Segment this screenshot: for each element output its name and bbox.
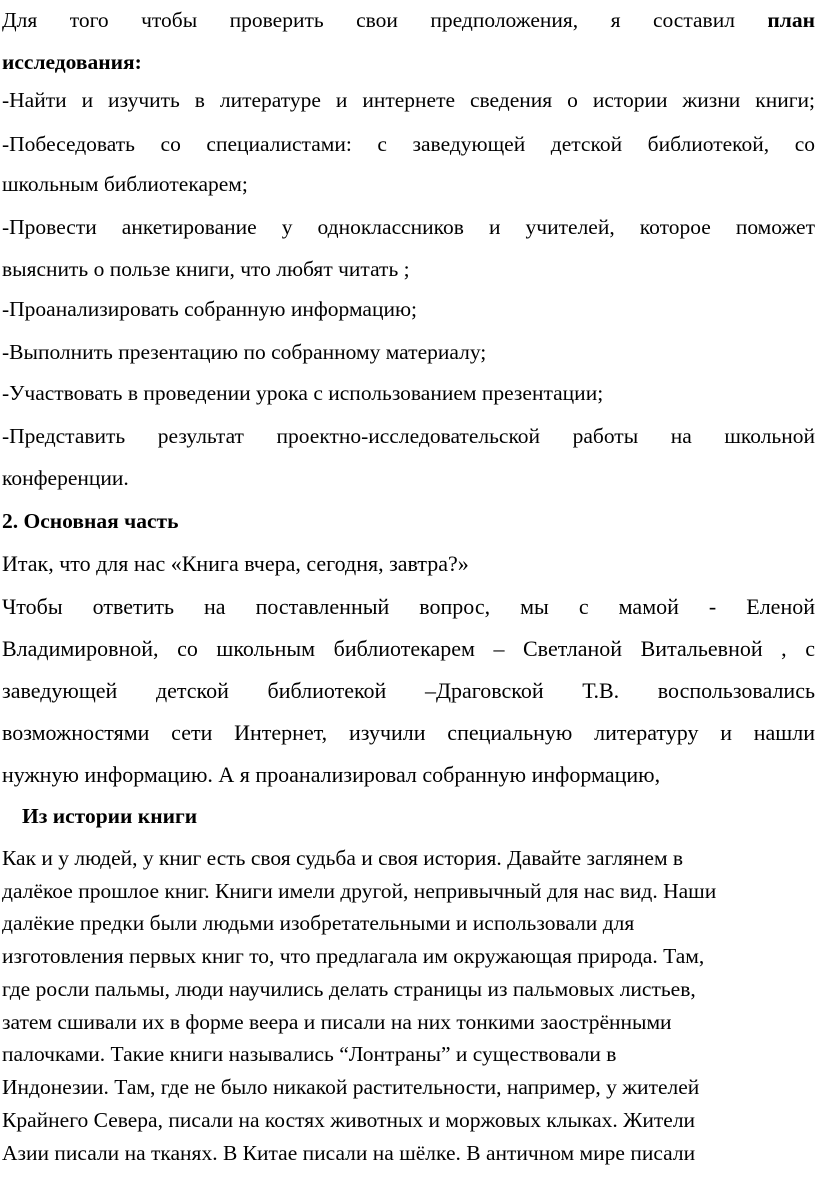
history-line-9: Крайнего Севера, писали на костях животных и моржовых клыках. Жители <box>2 1108 696 1132</box>
plan-item-1: -Найти и изучить в литературе и интернете сведения о истории жизни книги; <box>2 88 815 112</box>
history-heading: Из истории книги <box>22 804 198 828</box>
paragraph-line-4: возможностями сети Интернет, изучили специальную литературу и нашли <box>2 720 815 745</box>
history-line-1: Как и у людей, у книг есть своя судьба и своя история. Давайте заглянем в <box>2 846 684 870</box>
plan-item-7-line-2: конференции. <box>2 466 129 490</box>
plan-word: план <box>767 8 815 32</box>
plan-item-2-line-1: -Побеседовать со специалистами: с заведующей детской библиотекой, со <box>2 132 815 156</box>
history-line-3: далёкие предки были людьми изобретательными и использовали для <box>2 911 635 935</box>
history-line-2: далёкое прошлое книг. Книги имели другой, непривычный для нас вид. Наши <box>2 879 717 903</box>
plan-item-3-line-2: выяснить о пользе книги, что любят читать ; <box>2 257 410 281</box>
intro-line-1 <box>2 8 815 33</box>
plan-item-5: -Выполнить презентацию по собранному материалу; <box>2 340 487 364</box>
plan-item-7-line-1: -Представить результат проектно-исследовательской работы на школьной <box>2 424 815 448</box>
paragraph-line-2: Владимировной, со школьным библиотекарем – Светланой Витальевной , с <box>2 636 815 661</box>
section-question: Итак, что для нас «Книга вчера, сегодня, завтра?» <box>2 551 469 576</box>
intro-line-2: исследования: <box>2 50 142 74</box>
history-line-10: Азии писали на тканях. В Китае писали на шёлке. В античном мире писали <box>2 1141 696 1165</box>
intro-text: Для того чтобы проверить свои предположения, я составил <box>2 8 768 32</box>
paragraph-line-3: заведующей детской библиотекой –Драговской Т.В. воспользовались <box>2 678 815 703</box>
plan-item-3-line-1: -Провести анкетирование у одноклассников и учителей, которое поможет <box>2 215 815 239</box>
paragraph-line-1: Чтобы ответить на поставленный вопрос, мы с мамой - Еленой <box>2 594 815 619</box>
history-line-4: изготовления первых книг то, что предлагала им окружающая природа. Там, <box>2 944 705 968</box>
history-line-6: затем сшивали их в форме веера и писали на них тонкими заострёнными <box>2 1010 672 1034</box>
paragraph-line-5: нужную информацию. А я проанализировал собранную информацию, <box>2 762 661 787</box>
history-line-7: палочками. Такие книги назывались “Лонтраны” и существовали в <box>2 1042 617 1066</box>
plan-item-2-line-2: школьным библиотекарем; <box>2 172 248 196</box>
history-line-8: Индонезии. Там, где не было никакой растительности, например, у жителей <box>2 1075 700 1099</box>
section-heading: 2. Основная часть <box>2 509 179 533</box>
plan-item-6: -Участвовать в проведении урока с использованием презентации; <box>2 381 604 405</box>
plan-item-4: -Проанализировать собранную информацию; <box>2 297 418 321</box>
history-line-5: где росли пальмы, люди научились делать страницы из пальмовых листьев, <box>2 977 696 1001</box>
